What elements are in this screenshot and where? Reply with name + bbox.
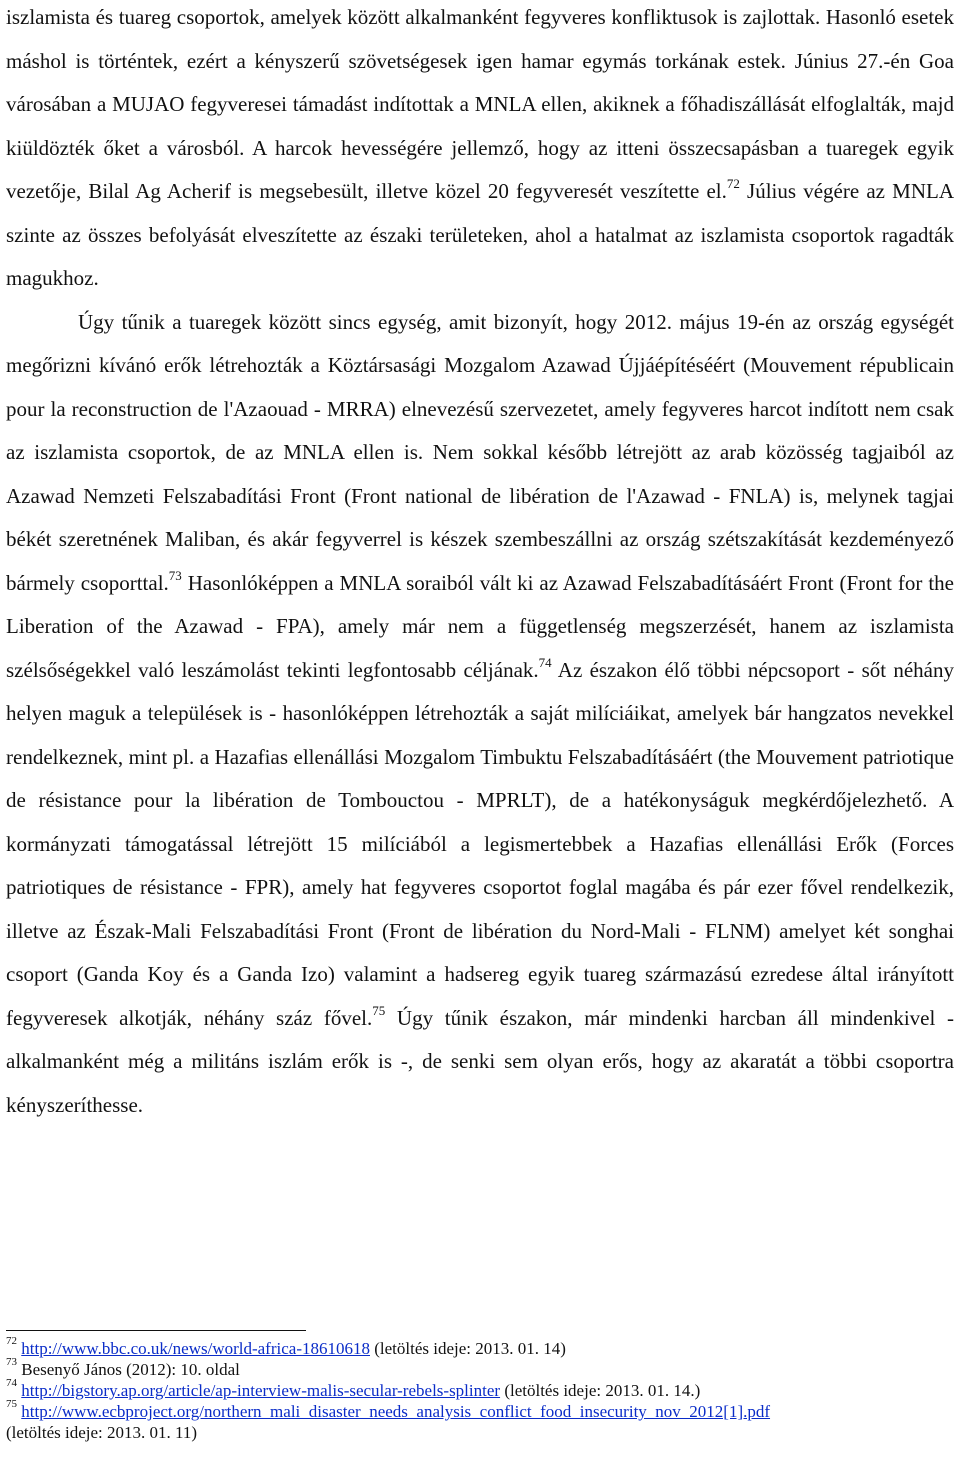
body-paragraph-2 <box>6 301 954 1128</box>
footnote-75 <box>6 1398 954 1422</box>
footnote-text: (letöltés ideje: 2013. 01. 14.) <box>500 1381 701 1400</box>
footnote-number: 73 <box>6 1356 17 1369</box>
document-page <box>6 0 955 1442</box>
paragraph-2-text-d: Úgy tűnik északon, már mindenki harcban áll mindenkivel - alkalmanként még a militáns iszlám erők is -, de senki sem olyan erős, hogy az akaratát a többi csoportra kényszeríthesse. <box>6 1005 954 1117</box>
footnote-75-continuation <box>6 1422 954 1443</box>
footnote-ref-72[interactable]: 72 <box>726 176 740 191</box>
footnote-link[interactable]: http://www.ecbproject.org/northern_mali_disaster_needs_analysis_conflict_food_insecurity_nov_2012[1].pdf <box>21 1402 771 1421</box>
footnote-number: 72 <box>6 1335 17 1348</box>
footnote-73 <box>6 1356 954 1380</box>
footnote-link[interactable]: http://www.bbc.co.uk/news/world-africa-18610618 <box>21 1339 370 1358</box>
footnote-text: (letöltés ideje: 2013. 01. 11) <box>6 1423 198 1442</box>
footnote-number: 74 <box>6 1377 17 1390</box>
footnotes <box>6 1335 954 1443</box>
footnote-ref-74[interactable]: 74 <box>538 654 552 670</box>
paragraph-2-text-a: Úgy tűnik a tuaregek között sincs egység, amit bizonyít, hogy 2012. május 19-én az ország egységét megőrizni kívánó erők létrehozták a Köztársasági Mozgalom Azawad Újjáépítéséért (Mouvement républicain pour la reconstruction de l'Azaouad - MRRA) elnevezésű szervezetet, amely fegyveres harcot indított nem csak az iszlamista csoportok, de az MNLA ellen is. Nem sokkal később létrejött az arab közösség tagjaiból az Azawad Nemzeti Felszabadítási Front (Front national de libération de l'Azawad - FNLA) is, melynek tagjai békét szeretnének Maliban, és akár fegyverrel is készek szembeszállni az ország szétszakítását kezdeményező bármely csoporttal. <box>6 309 954 595</box>
footnote-number: 75 <box>6 1398 17 1411</box>
footnote-ref-75[interactable]: 75 <box>372 1002 386 1018</box>
paragraph-1-text-b: Július végére az MNLA szinte az összes befolyását elveszítette az északi területeken, ahol a hatalmat az iszlamista csoportok ragadták magukhoz. <box>6 179 954 290</box>
footnote-74 <box>6 1377 954 1401</box>
footnote-text: Besenyő János (2012): 10. oldal <box>17 1360 240 1379</box>
paragraph-2-text-c: Az északon élő többi népcsoport - sőt néhány helyen maguk a települések is - hasonlóképpen létrehozták a saját milíciáikat, amelyek bár hangzatos nevekkel rendelkeznek, mint pl. a Hazafias ellenállási Mozgalom Timbuktu Felszabadításáért (the Mouvement patriotique de résistance pour la libération de Tombouctou - MPRLT), de a hatékonyságuk megkérdőjelezhető. A kormányzati támogatással létrejött 15 milíciából a legismertebbek a Hazafias ellenállási Erők (Forces patriotiques de résistance - FPR), amely hat fegyveres csoportot foglal magába és pár ezer fővel rendelkezik, illetve az Észak-Mali Felszabadítási Front (Front de libération du Nord-Mali - FLNM) amelyet két songhai csoport (Ganda Koy és a Ganda Izo) valamint a hadsereg egyik tuareg származású ezredese által irányított fegyveresek alkotják, néhány száz fővel. <box>6 657 955 1030</box>
paragraph-2-text-b: Hasonlóképpen a MNLA soraiból vált ki az Azawad Felszabadításáért Front (Front for the Liberation of the Azawad - FPA), amely már nem a függetlenség megszerzését, hanem az iszlamista szélsőségekkel való leszámolást tekinti legfontosabb céljának. <box>6 570 954 682</box>
footnote-text: (letöltés ideje: 2013. 01. 14) <box>369 1339 566 1358</box>
footnote-ref-73[interactable]: 73 <box>168 567 182 583</box>
footnote-separator <box>6 1330 306 1331</box>
footnote-72 <box>6 1335 954 1359</box>
body-paragraph-1 <box>6 0 954 301</box>
footnote-link[interactable]: http://bigstory.ap.org/article/ap-interview-malis-secular-rebels-splinter <box>21 1381 501 1400</box>
paragraph-1-text-a: iszlamista és tuareg csoportok, amelyek között alkalmanként fegyveres konfliktusok is zajlottak. Hasonló esetek máshol is történtek, ezért a kényszerű szövetségesek igen hamar egymás torkának estek. Június 27.-én Goa városában a MUJAO fegyveresei támadást indítottak a MNLA ellen, akiknek a főhadiszállását elfoglalták, majd kiüldözték őket a városból. A harcok hevességére jellemző, hogy az itteni összecsapásban a tuaregek egyik vezetője, Bilal Ag Acherif is megsebesült, illetve közel 20 fegyveresét veszítette el. <box>6 5 954 203</box>
